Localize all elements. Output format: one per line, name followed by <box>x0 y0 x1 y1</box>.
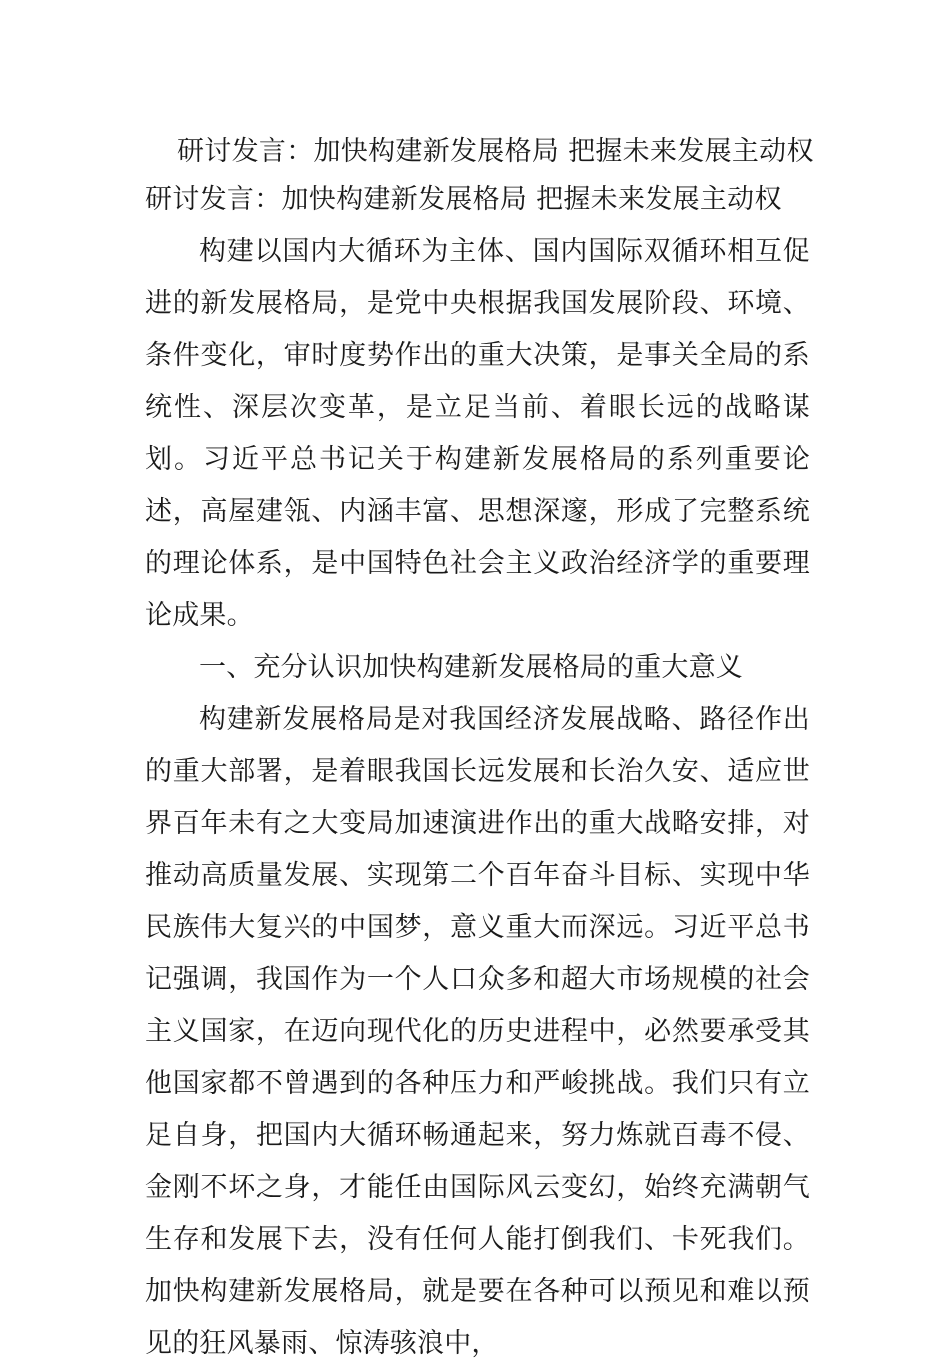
document-body <box>145 226 810 1370</box>
paragraph-intro: 构建以国内大循环为主体、国内国际双循环相互促进的新发展格局，是党中央根据我国发展阶段、环境、条件变化，审时度势作出的重大决策，是事关全局的系统性、深层次变革，是立足当前、着眼长远的战略谋划。习近平总书记关于构建新发展格局的系列重要论述，高屋建瓴、内涵丰富、思想深邃，形成了完整系统的理论体系，是中国特色社会主义政治经济学的重要理论成果。 <box>145 236 810 631</box>
document-title: 研讨发言：加快构建新发展格局 把握未来发展主动权 <box>177 136 814 167</box>
document-title-repeat: 研讨发言：加快构建新发展格局 把握未来发展主动权 <box>145 184 782 215</box>
section-heading-1: 一、充分认识加快构建新发展格局的重大意义 <box>199 652 743 683</box>
paragraph-section-1: 构建新发展格局是对我国经济发展战略、路径作出的重大部署，是着眼我国长远发展和长治久安、适应世界百年未有之大变局加速演进作出的重大战略安排，对推动高质量发展、实现第二个百年奋斗目标、实现中华民族伟大复兴的中国梦，意义重大而深远。习近平总书记强调，我国作为一个人口众多和超大市场规模的社会主义国家，在迈向现代化的历史进程中，必然要承受其他国家都不曾遇到的各种压力和严峻挑战。我们只有立足自身，把国内大循环畅通起来，努力炼就百毒不侵、金刚不坏之身，才能任由国际风云变幻，始终充满朝气生存和发展下去，没有任何人能打倒我们、卡死我们。加快构建新发展格局，就是要在各种可以预见和难以预见的狂风暴雨、惊涛骇浪中， <box>145 704 810 1359</box>
